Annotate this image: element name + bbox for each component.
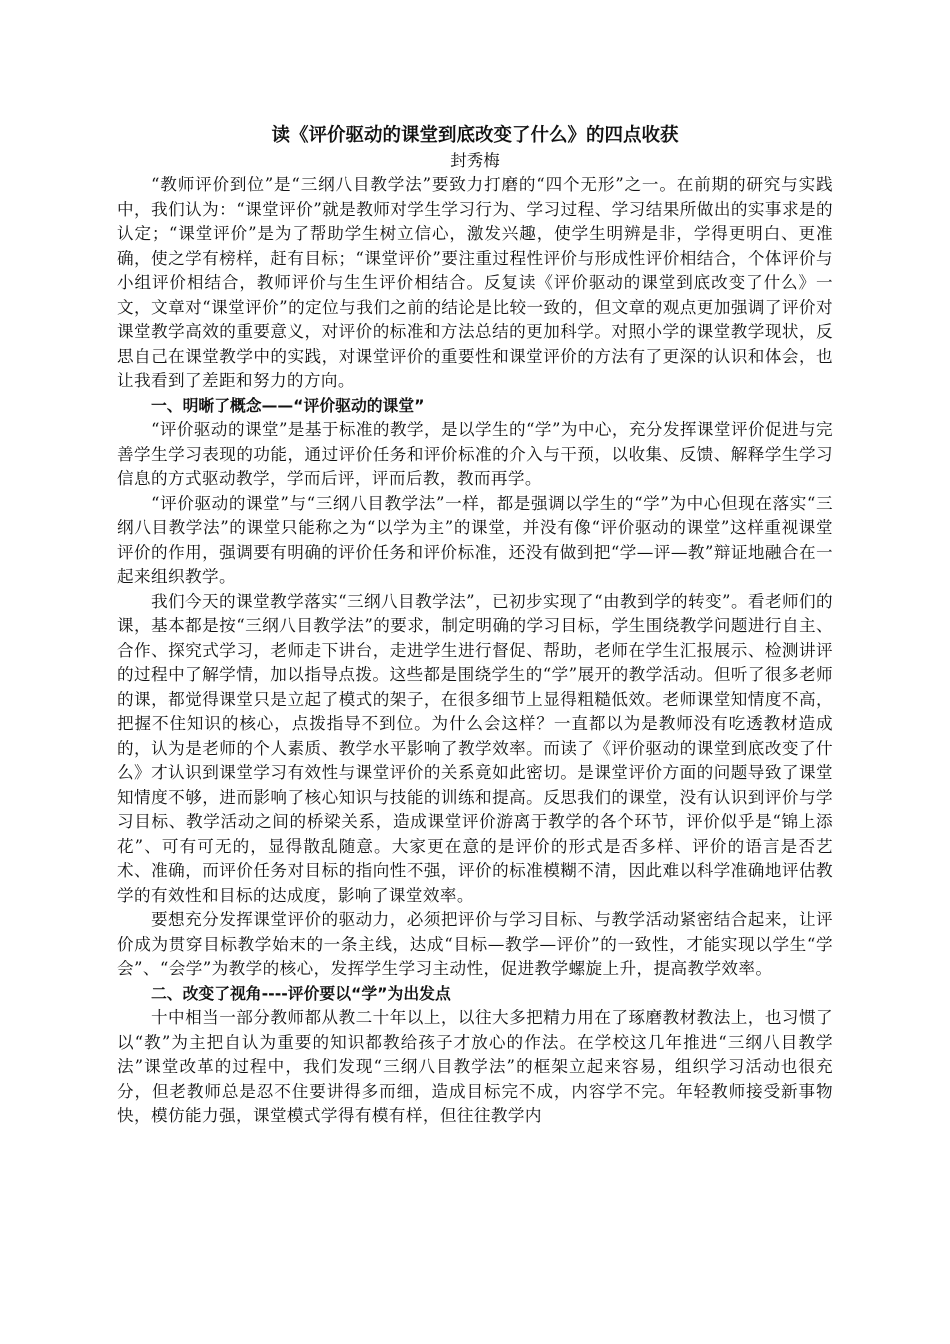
author-name: 封秀梅 (450, 151, 500, 170)
section-heading-1: 一、明晰了概念——“评价驱动的课堂” (151, 395, 425, 415)
paragraph: 十中相当一部分教师都从教二十年以上，以往大多把精力用在了琢磨教材教法上，也习惯了以“教”为主把自认为重要的知识都教给孩子才放心的作法。在学校这几年推进“三纲八目教学法”课堂改革的过程中，我们发现“三纲八目教学法”的框架立起来容易，组织学习活动也很充分，但老教师总是忍不住要讲得多而细，造成目标完不成，内容学不完。年轻教师接受新事物快，模仿能力强，课堂模式学得有模有样，但往往教学内 (117, 1008, 833, 1125)
paragraph: 要想充分发挥课堂评价的驱动力，必须把评价与学习目标、与教学活动紧密结合起来，让评价成为贯穿目标教学始末的一条主线，达成“目标—教学—评价”的一致性，才能实现以学生“学会”、“会学”为教学的核心，发挥学生学习主动性，促进教学螺旋上升，提高教学效率。 (117, 910, 833, 978)
section-heading-2: 二、改变了视角----评价要以“学”为出发点 (151, 983, 451, 1003)
document-title: 读《评价驱动的课堂到底改变了什么》的四点收获 (271, 125, 679, 146)
paragraph: “评价驱动的课堂”是基于标准的教学，是以学生的“学”为中心，充分发挥课堂评价促进与完善学生学习表现的功能，通过评价任务和评价标准的介入与干预，以收集、反馈、解释学生学习信息的方式驱动教学，学而后评，评而后教，教而再学。 (117, 420, 833, 488)
document-body (117, 123, 833, 1129)
paragraph-intro: “教师评价到位”是“三纲八目教学法”要致力打磨的“四个无形”之一。在前期的研究与实践中，我们认为：“课堂评价”就是教师对学生学习行为、学习过程、学习结果所做出的实事求是的认定；“课堂评价”是为了帮助学生树立信心，激发兴趣，使学生明辨是非，学得更明白、更准确，使之学有榜样，赶有目标；“课堂评价”要注重过程性评价与形成性评价相结合，个体评价与小组评价相结合，教师评价与生生评价相结合。反复读《评价驱动的课堂到底改变了什么》一文，文章对“课堂评价”的定位与我们之前的结论是比较一致的，但文章的观点更加强调了评价对课堂教学高效的重要意义，对评价的标准和方法总结的更加科学。对照小学的课堂教学现状，反思自己在课堂教学中的实践，对课堂评价的重要性和课堂评价的方法有了更深的认识和体会，也让我看到了差距和努力的方向。 (117, 175, 833, 390)
paragraph: 我们今天的课堂教学落实“三纲八目教学法”，已初步实现了“由教到学的转变”。看老师们的课，基本都是按“三纲八目教学法”的要求，制定明确的学习目标，学生围绕教学问题进行自主、合作、探究式学习，老师走下讲台，走进学生进行督促、帮助，老师在学生汇报展示、检测讲评的过程中了解学情，加以指导点拨。这些都是围绕学生的“学”展开的教学活动。但听了很多老师的课，都觉得课堂只是立起了模式的架子，在很多细节上显得粗糙低效。老师课堂知情度不高，把握不住知识的核心，点拨指导不到位。为什么会这样？一直都以为是教师没有吃透教材造成的，认为是老师的个人素质、教学水平影响了教学效率。而读了《评价驱动的课堂到底改变了什么》才认识到课堂学习有效性与课堂评价的关系竟如此密切。是课堂评价方面的问题导致了课堂知情度不够，进而影响了核心知识与技能的训练和提高。反思我们的课堂，没有认识到评价与学习目标、教学活动之间的桥梁关系，造成课堂评价游离于教学的各个环节，评价似乎是“锦上添花”、可有可无的，显得散乱随意。大家更在意的是评价的形式是否多样、评价的语言是否艺术、准确，而评价任务对目标的指向性不强，评价的标准模糊不清，因此难以科学准确地评估教学的有效性和目标的达成度，影响了课堂效率。 (117, 591, 833, 905)
paragraph: “评价驱动的课堂”与“三纲八目教学法”一样，都是强调以学生的“学”为中心但现在落实“三纲八目教学法”的课堂只能称之为“以学为主”的课堂，并没有像“评价驱动的课堂”这样重视课堂评价的作用，强调要有明确的评价任务和评价标准，还没有做到把“学—评—教”辩证地融合在一起来组织教学。 (117, 493, 833, 586)
